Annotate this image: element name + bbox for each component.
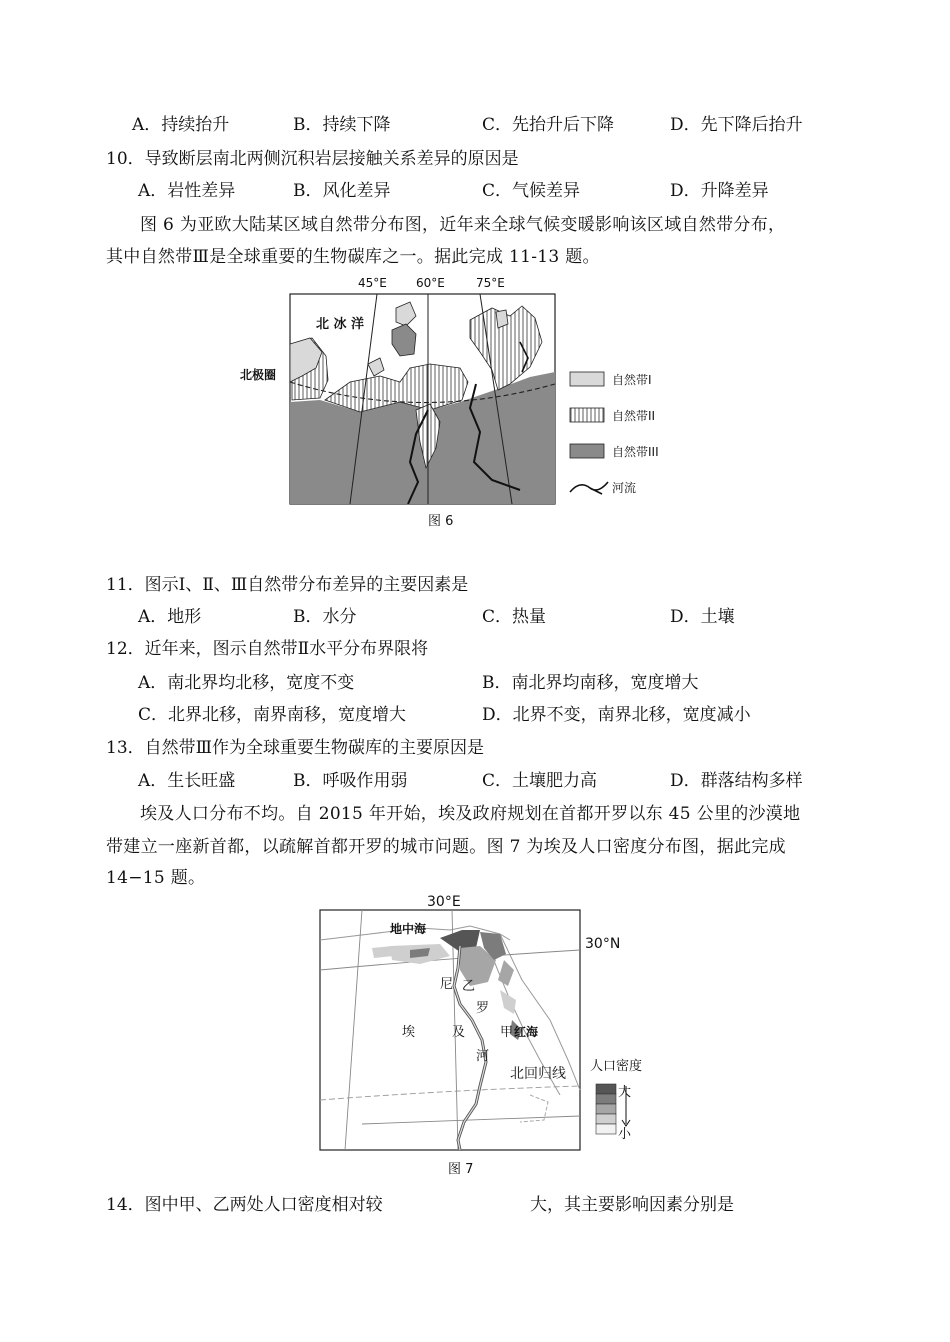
q12-option-d: D．北界不变，南界北移，宽度减小: [482, 705, 751, 725]
q10-option-c: C．气候差异: [482, 181, 581, 201]
legend-swatch-zone-ii: [570, 408, 604, 422]
q12-option-b: B．南北界均南移，宽度增大: [482, 673, 699, 693]
fig7-point-yi: 乙: [462, 979, 476, 994]
q13-option-a: A．生长旺盛: [138, 771, 236, 791]
arctic-circle-label: 北极圈: [240, 368, 277, 382]
density-legend-swatch: [596, 1104, 616, 1114]
intro7-line2: 带建立一座新首都，以疏解首都开罗的城市问题。图 7 为埃及人口密度分布图，据此完成: [106, 837, 786, 857]
q11-option-c: C．热量: [482, 607, 547, 627]
legend-zone-iii: 自然带III: [612, 445, 659, 459]
lon-label-45: 45°E: [358, 276, 387, 290]
legend-river-icon: [570, 482, 608, 494]
q14-stem-a: 14．图中甲、乙两处人口密度相对较: [106, 1195, 383, 1215]
lon-label-60: 60°E: [416, 276, 445, 290]
density-legend-swatch: [596, 1124, 616, 1134]
density-legend-swatch: [596, 1094, 616, 1104]
fig7-legend-big: 大: [618, 1085, 632, 1100]
q10-option-b: B．风化差异: [293, 181, 391, 201]
q11-option-d: D．土壤: [670, 607, 735, 627]
fig7-legend: [590, 1058, 642, 1142]
fig7-sea-med: 地中海: [390, 922, 427, 936]
q13-option-c: C．土壤肥力高: [482, 771, 598, 791]
fig7-lat-label: 30°N: [585, 936, 621, 952]
fig7-nile-char-1: 尼: [440, 977, 454, 992]
q9-option-d: D．先下降后抬升: [670, 115, 803, 135]
q11-stem: 11．图示Ⅰ、Ⅱ、Ⅲ自然带分布差异的主要因素是: [106, 575, 469, 595]
q10-stem: 10．导致断层南北两侧沉积岩层接触关系差异的原因是: [106, 149, 519, 169]
fig7-nile-char-2: 罗: [476, 1001, 490, 1016]
figure-7-map: [300, 890, 680, 1155]
q10-option-a: A．岩性差异: [138, 181, 236, 201]
legend-swatch-zone-iii: [570, 444, 604, 458]
fig7-tropic-label: 北回归线: [510, 1066, 566, 1082]
q11-option-b: B．水分: [293, 607, 357, 627]
density-legend-swatch: [596, 1114, 616, 1124]
intro7-line3: 14−15 题。: [106, 868, 206, 888]
lon-label-75: 75°E: [476, 276, 505, 290]
figure-7-caption: 图 7: [448, 1162, 474, 1177]
fig7-sea-red: 红海: [514, 1025, 539, 1039]
q9-option-b: B．持续下降: [293, 115, 391, 135]
q9-option-a: A．持续抬升: [132, 115, 230, 135]
fig7-country-char-2: 及: [452, 1025, 466, 1040]
legend-zone-i: 自然带I: [612, 373, 652, 387]
intro7-line1: 埃及人口分布不均。自 2015 年开始，埃及政府规划在首都开罗以东 45 公里的沙漠地: [140, 804, 801, 824]
figure-6-map: [230, 272, 690, 522]
fig6-legend: [570, 372, 659, 495]
fig7-country-char-1: 埃: [402, 1025, 416, 1040]
q12-stem: 12．近年来，图示自然带Ⅱ水平分布界限将: [106, 639, 429, 659]
q9-option-c: C．先抬升后下降: [482, 115, 615, 135]
legend-swatch-zone-i: [570, 372, 604, 386]
fig7-point-jia: 甲: [500, 1025, 514, 1040]
q12-option-a: A．南北界均北移，宽度不变: [138, 673, 355, 693]
q12-option-c: C．北界北移，南界南移，宽度增大: [138, 705, 407, 725]
legend-river: 河流: [612, 481, 637, 495]
fig7-legend-title: 人口密度: [590, 1059, 643, 1074]
intro6-line2: 其中自然带Ⅲ是全球重要的生物碳库之一。据此完成 11-13 题。: [106, 247, 600, 267]
arctic-ocean-label: 北 冰 洋: [316, 317, 365, 332]
q13-option-b: B．呼吸作用弱: [293, 771, 408, 791]
figure-6-caption: 图 6: [428, 514, 454, 529]
q14-stem-b: 大，其主要影响因素分别是: [530, 1195, 734, 1215]
fig7-nile-char-3: 河: [476, 1049, 490, 1064]
legend-zone-ii: 自然带II: [612, 409, 656, 423]
q13-option-d: D．群落结构多样: [670, 771, 803, 791]
fig7-legend-small: 小: [618, 1127, 632, 1142]
q11-option-a: A．地形: [138, 607, 202, 627]
q13-stem: 13．自然带Ⅲ作为全球重要生物碳库的主要原因是: [106, 738, 485, 758]
density-legend-swatch: [596, 1084, 616, 1094]
intro6-line1: 图 6 为亚欧大陆某区域自然带分布图，近年来全球气候变暖影响该区域自然带分布，: [140, 215, 786, 235]
q10-option-d: D．升降差异: [670, 181, 769, 201]
fig7-lon-label: 30°E: [427, 894, 461, 910]
